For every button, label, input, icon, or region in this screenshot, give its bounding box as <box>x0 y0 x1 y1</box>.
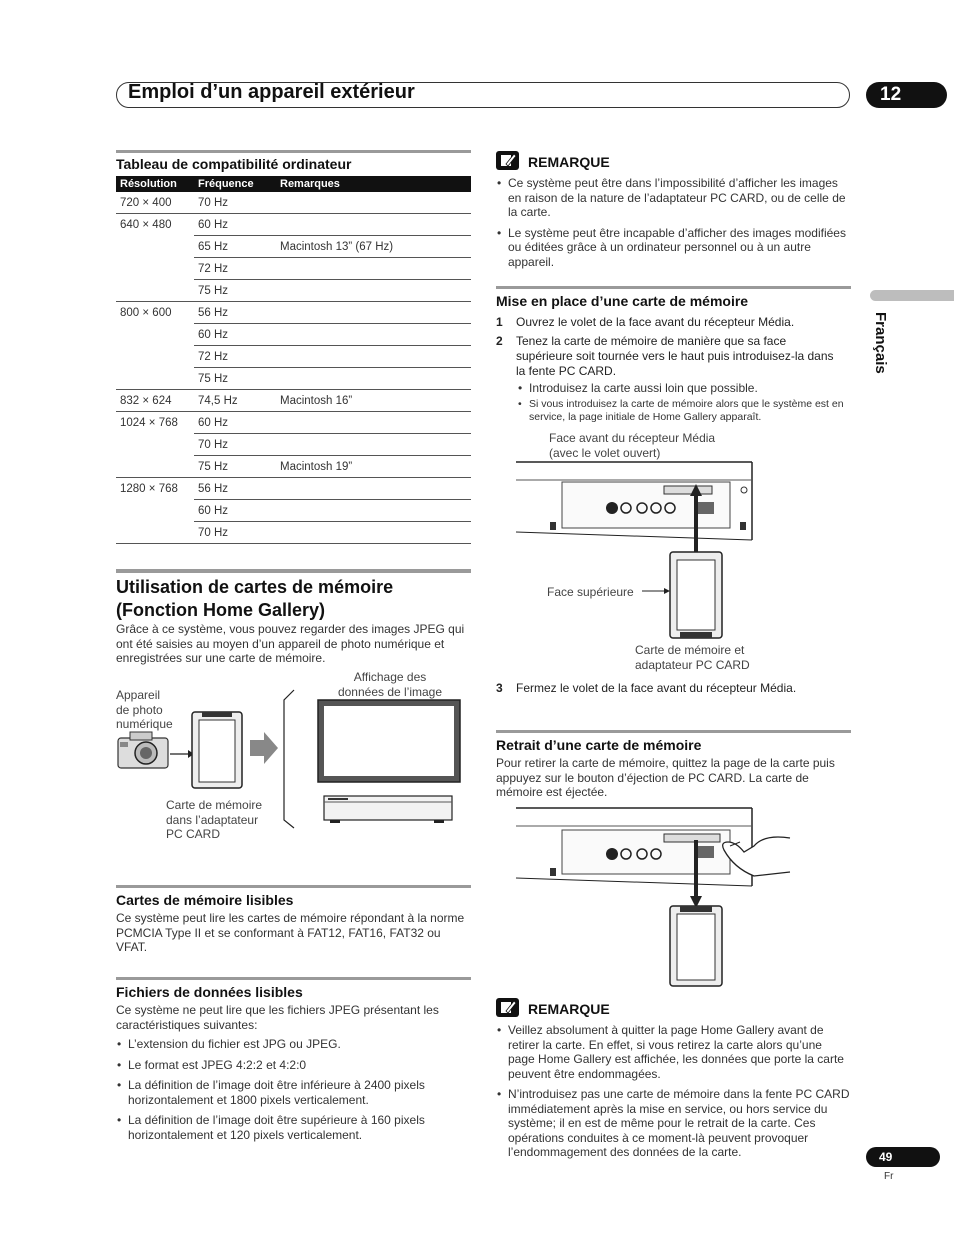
table-row <box>116 302 471 324</box>
cell-frequency: 70 Hz <box>194 192 276 214</box>
caption-line: numérique <box>116 717 173 731</box>
table-row <box>116 324 471 346</box>
step-text: Ouvrez le volet de la face avant du récepteur Média. <box>516 315 795 329</box>
cell-remarks <box>276 346 471 368</box>
step-text: Tenez la carte de mémoire de manière que sa face supérieure soit tournée vers le haut puis introduisez-la dans la fente PC CARD. <box>516 334 834 378</box>
cell-frequency: 72 Hz <box>194 258 276 280</box>
note-title: REMARQUE <box>528 154 610 170</box>
list-item: • Si vous introduisez la carte de mémoire alors que le système est en service, la page initiale de Home Gallery apparaît. <box>517 398 847 424</box>
step-1 <box>496 315 846 330</box>
home-gallery-diagram <box>112 682 472 842</box>
note-icon <box>496 151 520 171</box>
insert-heading: Mise en place d’une carte de mémoire <box>496 293 749 309</box>
cell-remarks <box>276 434 471 456</box>
cell-resolution <box>116 368 194 390</box>
section-rule <box>116 569 471 573</box>
front-caption <box>549 431 715 460</box>
cell-resolution <box>116 346 194 368</box>
cell-resolution <box>116 236 194 258</box>
section-rule <box>116 977 471 980</box>
cell-remarks <box>276 368 471 390</box>
cell-frequency: 70 Hz <box>194 522 276 544</box>
page-language: Fr <box>884 1171 894 1182</box>
list-item: • Le format est JPEG 4:2:2 et 4:2:0 <box>116 1058 456 1073</box>
table-row <box>116 500 471 522</box>
list-item: • Ce système peut être dans l’impossibilité d’afficher les images en raison de la nature de l’adaptateur PC CARD, ou de celle de la carte. <box>496 176 851 220</box>
cell-resolution: 1280 × 768 <box>120 482 178 495</box>
receiver-icon <box>324 796 452 823</box>
memory-card-icon <box>670 552 722 638</box>
caption-line: Carte de mémoire <box>166 798 263 812</box>
cell-resolution: 720 × 400 <box>116 192 194 214</box>
cell-remarks <box>276 412 471 434</box>
cell-remarks <box>276 478 471 500</box>
caption-line: données de l’image <box>337 684 443 699</box>
note-title: REMARQUE <box>528 1001 610 1017</box>
cell-remarks <box>276 280 471 302</box>
table-row <box>116 258 471 280</box>
cell-resolution <box>116 434 194 456</box>
caption-line: dans l’adaptateur <box>166 812 259 827</box>
cell-frequency: 60 Hz <box>194 214 276 236</box>
note-list <box>496 1023 851 1166</box>
table-row <box>116 368 471 390</box>
list-item: • Veillez absolument à quitter la page Home Gallery avant de retirer la carte. En effet, si vous retirez la carte alors qu’une page Home Gallery est affichée, les données que porte la carte peuvent être endommagées. <box>496 1023 851 1081</box>
cell-remarks: Macintosh 13” (67 Hz) <box>276 236 471 258</box>
cell-frequency: 75 Hz <box>194 368 276 390</box>
hand-icon <box>723 837 790 876</box>
language-label: Français <box>872 312 889 374</box>
cell-frequency: 75 Hz <box>194 456 276 478</box>
list-item: • N’introduisez pas une carte de mémoire dans la fente PC CARD immédiatement après la mise en service, ou hors service du système; il en est de même pour le retrait de la carte. Ces opérations conduites à ce moment-là peuvent provoquer l’endommagement des données de la carte. <box>496 1087 851 1160</box>
cell-remarks <box>276 324 471 346</box>
cell-resolution <box>116 456 194 478</box>
caption-line: Carte de mémoire et <box>635 643 745 657</box>
cell-frequency: 56 Hz <box>194 478 276 500</box>
page-number: 49 <box>866 1147 940 1167</box>
readable-cards-text: Ce système peut lire les cartes de mémoire répondant à la norme PCMCIA Type II et se conformant à FAT12, FAT16, FAT32 ou VFAT. <box>116 911 465 954</box>
pointer-head <box>664 588 670 594</box>
receiver-front-panel <box>516 808 752 886</box>
col-header-remarks: Remarques <box>276 176 471 192</box>
cell-frequency: 60 Hz <box>194 412 276 434</box>
compatibility-table <box>116 176 471 544</box>
cell-frequency: 72 Hz <box>194 346 276 368</box>
step-number: 3 <box>496 681 503 695</box>
table-row <box>116 522 471 544</box>
bracket <box>284 690 294 828</box>
chapter-badge: 12 <box>866 82 947 108</box>
home-gallery-heading <box>116 576 393 622</box>
table-row <box>116 280 471 302</box>
camera-icon <box>118 732 168 768</box>
list-item: • La définition de l’image doit être inférieure à 2400 pixels horizontalement et 1800 pixels verticalement. <box>116 1078 456 1107</box>
insert-sub-list <box>517 381 847 430</box>
cell-remarks: Macintosh 19” <box>276 456 471 478</box>
table-row <box>116 434 471 456</box>
cell-frequency: 56 Hz <box>194 302 276 324</box>
caption-line: Affichage des <box>353 670 427 684</box>
caption-line: adaptateur PC CARD <box>635 657 750 672</box>
memory-card-icon <box>192 712 242 788</box>
cell-remarks <box>276 522 471 544</box>
cell-resolution <box>116 324 194 346</box>
cell-remarks <box>276 302 471 324</box>
cell-remarks <box>276 214 471 236</box>
caption-line: de photo <box>116 702 163 717</box>
cell-frequency: 75 Hz <box>194 280 276 302</box>
home-gallery-title-1: Utilisation de cartes de mémoire <box>116 577 394 597</box>
cell-resolution <box>116 522 194 544</box>
col-header-frequency: Fréquence <box>194 176 276 192</box>
table-row <box>116 456 471 478</box>
section-rule <box>116 150 471 153</box>
caption-line: Face avant du récepteur Média <box>549 431 716 445</box>
cell-frequency: 60 Hz <box>194 500 276 522</box>
memory-card-icon <box>670 906 722 986</box>
tv-icon <box>318 700 460 782</box>
caption-line: PC CARD <box>166 827 221 841</box>
table-row <box>116 214 471 236</box>
step-2 <box>496 334 846 379</box>
table-row <box>116 346 471 368</box>
section-rule <box>116 885 471 888</box>
cell-frequency: 70 Hz <box>194 434 276 456</box>
top-face-caption: Face supérieure <box>547 585 634 599</box>
cell-frequency: 60 Hz <box>194 324 276 346</box>
caption-line: (avec le volet ouvert) <box>549 445 661 460</box>
step-3 <box>496 681 846 696</box>
list-item: • L’extension du fichier est JPG ou JPEG. <box>116 1037 456 1052</box>
table-row <box>116 412 471 434</box>
cell-frequency: 65 Hz <box>194 236 276 258</box>
flow-arrow-icon <box>250 732 278 764</box>
list-item: • Introduisez la carte aussi loin que possible. <box>517 381 847 396</box>
home-gallery-intro: Grâce à ce système, vous pouvez regarder des images JPEG qui ont été saisies au moyen d’un appareil de photo numérique et enregistrées sur une carte de mémoire. <box>116 622 465 665</box>
receiver-front-panel <box>516 462 752 540</box>
list-item: • Le système peut être incapable d’afficher des images modifiées ou éditées grâce à un ordinateur personnel ou à un autre appareil. <box>496 226 851 270</box>
table-row <box>116 478 471 500</box>
cell-remarks: Macintosh 16” <box>276 390 471 412</box>
table-row <box>116 192 471 214</box>
insert-diagram <box>514 460 754 642</box>
cell-remarks <box>276 258 471 280</box>
file-requirements-list <box>116 1037 456 1148</box>
cell-remarks <box>276 192 471 214</box>
cell-resolution <box>116 500 194 522</box>
note-icon <box>496 998 520 1018</box>
table-row <box>116 236 471 258</box>
card-adapter-caption <box>635 643 750 672</box>
remove-diagram <box>514 806 794 988</box>
cell-resolution <box>116 258 194 280</box>
step-number: 2 <box>496 334 503 348</box>
cell-resolution: 640 × 480 <box>120 218 172 231</box>
language-tab <box>870 290 954 301</box>
cell-resolution: 1024 × 768 <box>120 416 178 429</box>
list-item: • La définition de l’image doit être supérieure à 160 pixels horizontalement et 120 pixels verticalement. <box>116 1113 456 1142</box>
section-rule <box>496 730 851 733</box>
step-number: 1 <box>496 315 503 329</box>
cell-remarks <box>276 500 471 522</box>
readable-files-text: Ce système ne peut lire que les fichiers JPEG présentant les caractéristiques suivantes: <box>116 1003 439 1032</box>
readable-files-heading: Fichiers de données lisibles <box>116 984 303 1000</box>
remove-text: Pour retirer la carte de mémoire, quittez la page de la carte puis appuyez sur le bouton d’éjection de PC CARD. La carte de mémoire est éjectée. <box>496 756 835 799</box>
page-title: Emploi d’un appareil extérieur <box>128 81 415 103</box>
readable-cards-heading: Cartes de mémoire lisibles <box>116 892 294 908</box>
caption-line: Appareil <box>116 688 161 702</box>
home-gallery-title-2: (Fonction Home Gallery) <box>116 600 326 620</box>
cell-resolution <box>116 280 194 302</box>
section-rule <box>496 286 851 289</box>
col-header-resolution: Résolution <box>116 176 194 192</box>
table-row <box>116 390 471 412</box>
cell-resolution: 832 × 624 <box>116 390 194 412</box>
cell-resolution: 800 × 600 <box>120 306 172 319</box>
step-text: Fermez le volet de la face avant du récepteur Média. <box>516 681 797 695</box>
table-heading: Tableau de compatibilité ordinateur <box>116 156 352 172</box>
cell-frequency: 74,5 Hz <box>194 390 276 412</box>
note-list <box>496 176 851 275</box>
remove-heading: Retrait d’une carte de mémoire <box>496 737 702 753</box>
